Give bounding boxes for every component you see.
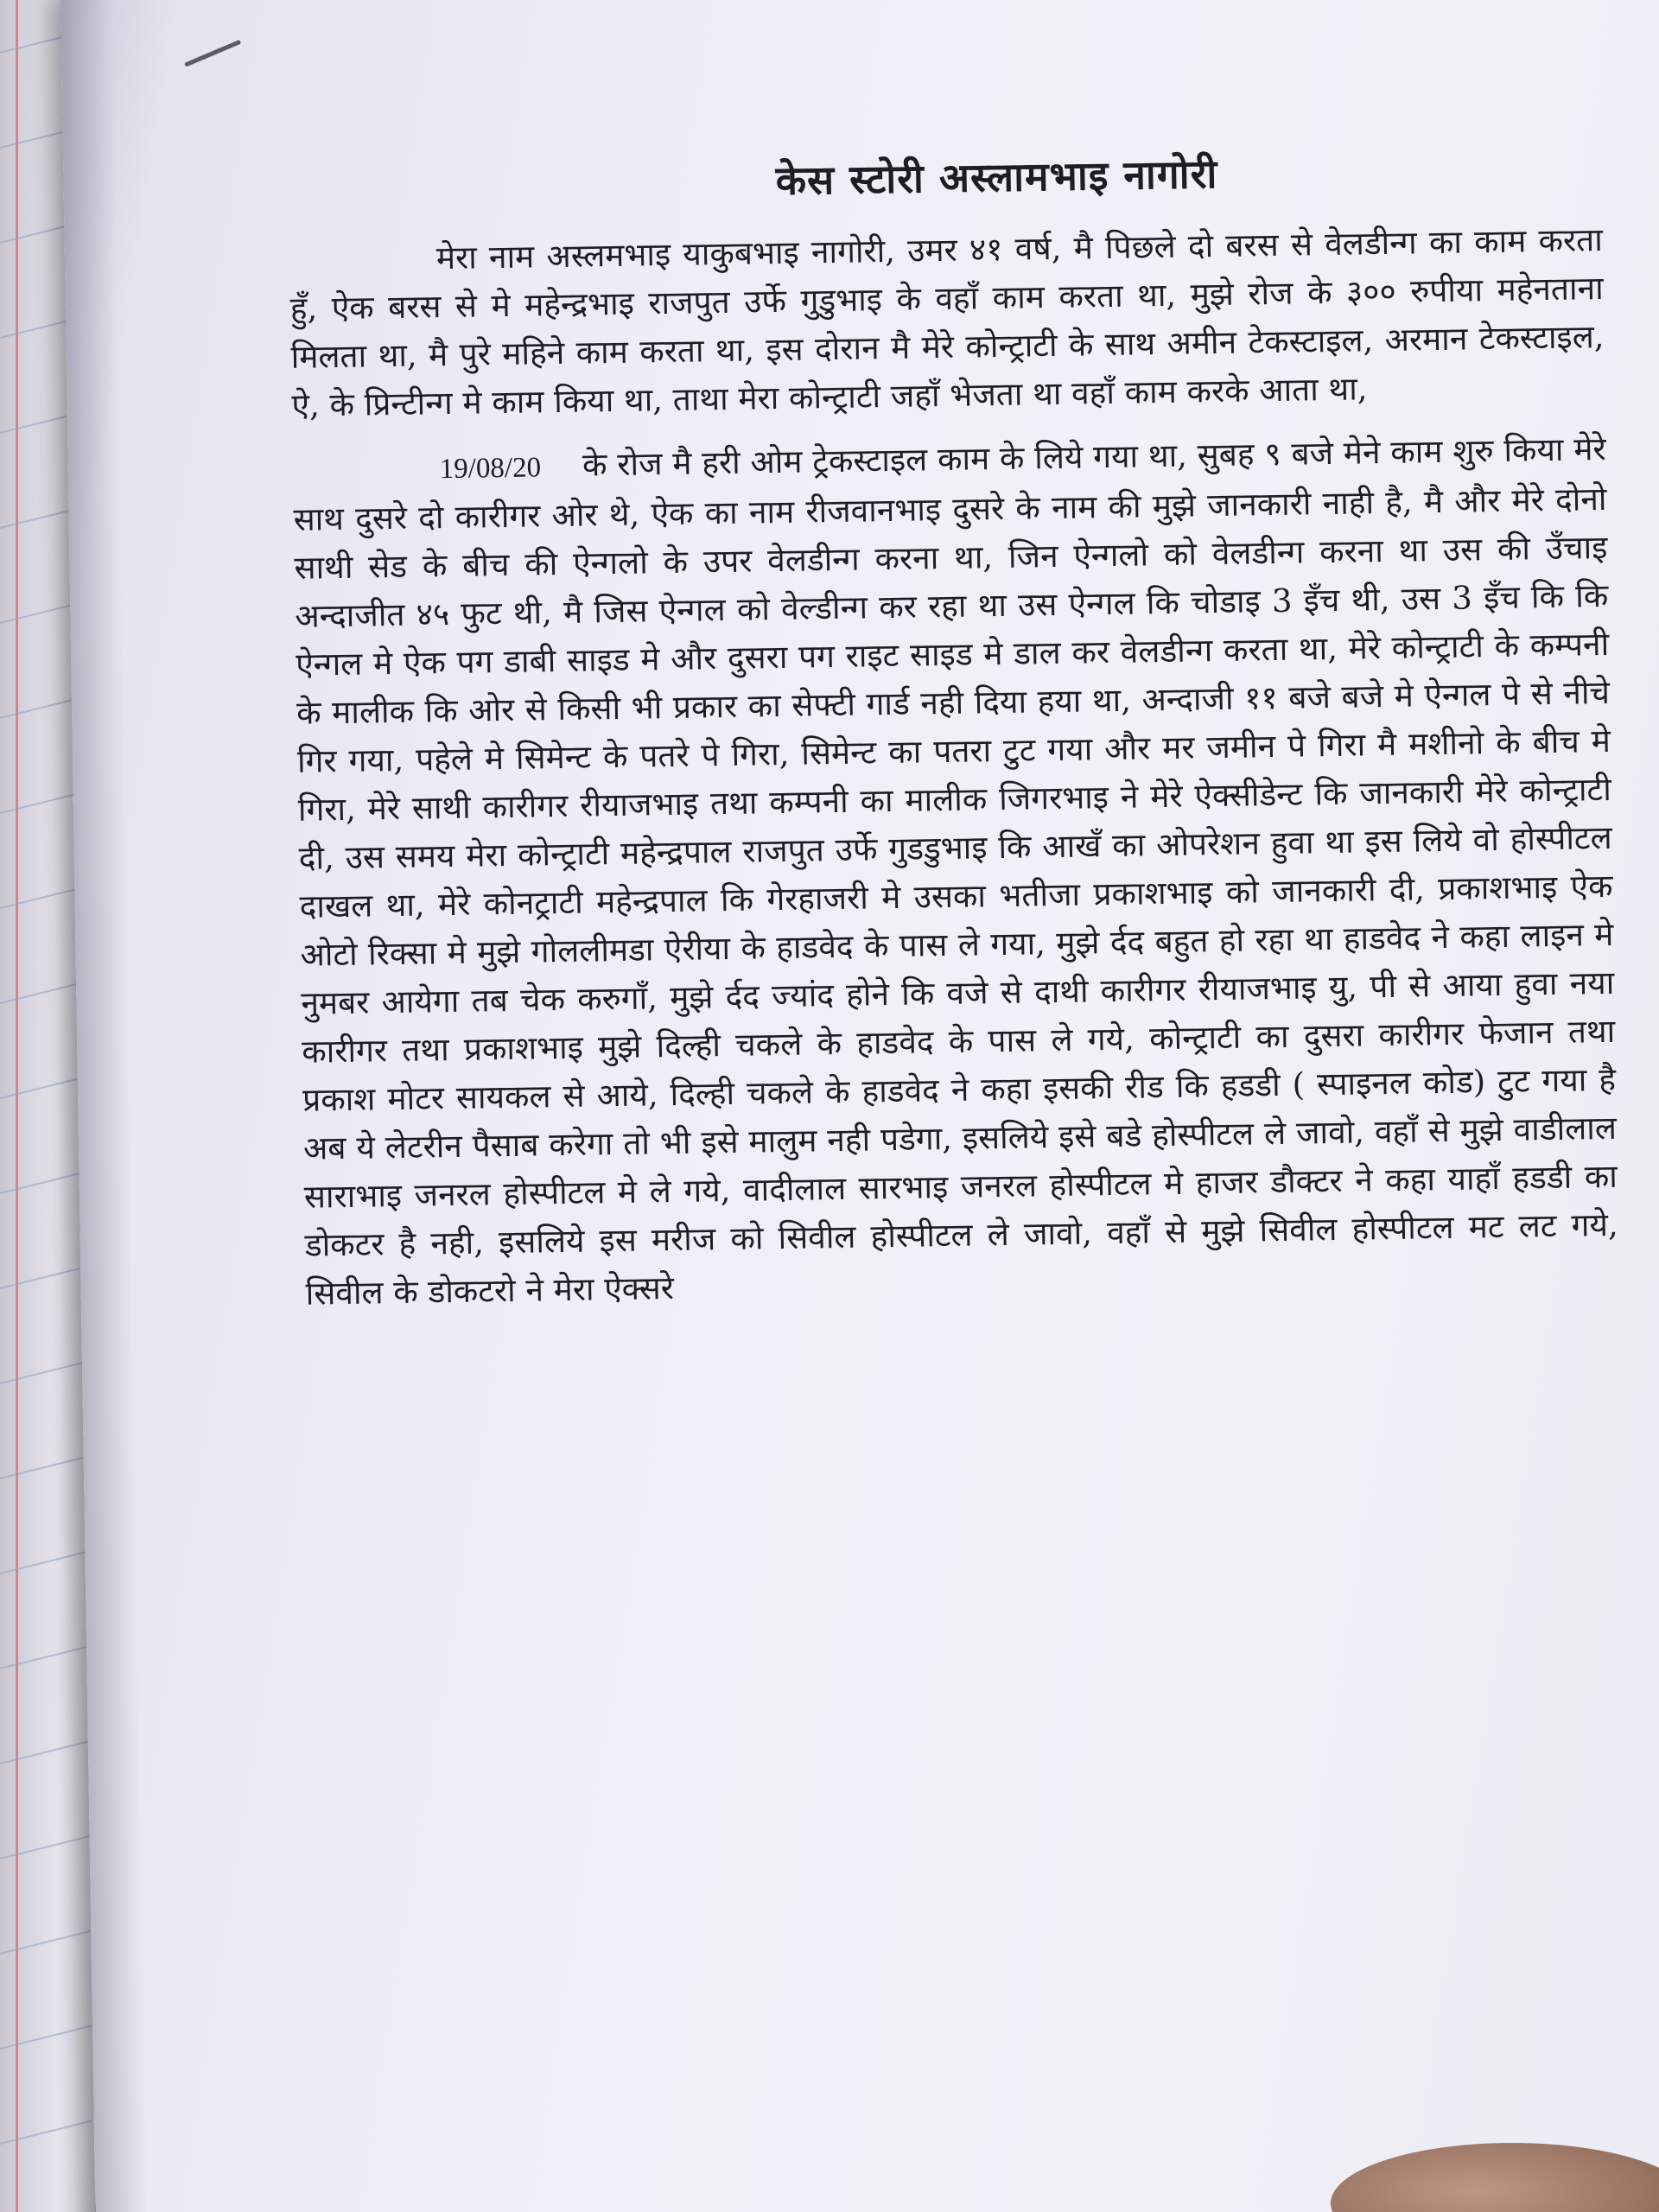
document-title: केस स्टोरी अस्लामभाइ नागोरी	[775, 149, 1218, 205]
notebook-rule	[0, 1739, 92, 1764]
notebook-rule	[0, 2024, 92, 2050]
notebook-rule	[0, 1834, 92, 1859]
paragraph-incident-text: के रोज मै हरी ओम ट्रेकस्टाइल काम के लिये गया था, सुबह ९ बजे मेने काम शुरु किया मेरे साथ दुसरे दो कारीगर ओर थे, ऐक का नाम रीजवानभाइ दुसरे के नाम की मुझे जानकारी नाही है, मै और मेरे दोनो साथी सेड के बीच की ऐन्गलो के उपर वेलडीन्ग करना था, जिन ऐन्गलो को वेलडीन्ग करना था उस की उँचाइ अन्दाजीत ४५ फुट थी, मै जिस ऐन्गल को वेल्डीन्ग कर रहा था उस ऐन्गल कि चोडाइ 3 इँच थी, उस 3 इँच कि कि ऐन्गल मे ऐक पग डाबी साइड मे और दुसरा पग राइट साइड मे डाल कर वेलडीन्ग करता था, मेरे कोन्ट्राटी के कम्पनी के मालीक कि ओर से किसी भी प्रकार का सेफ्टी गार्ड नही दिया हया था, अन्दाजी ११ बजे बजे मे ऐन्गल पे से नीचे गिर गया, पहेले मे सिमेन्ट के पतरे पे गिरा, सिमेन्ट का पतरा टुट गया और मर जमीन पे गिरा मै मशीनो के बीच मे गिरा, मेरे साथी कारीगर रीयाजभाइ तथा कम्पनी का मालीक जिगरभाइ ने मेरे ऐक्सीडेन्ट कि जानकारी मेरे कोन्ट्राटी दी, उस समय मेरा कोन्ट्राटी महेन्द्रपाल राजपुत उर्फे गुडडुभाइ कि आखँ का ओपरेशन हुवा था इस लिये वो होस्पीटल दाखल था, मेरे कोनट्राटी महेन्द्रपाल कि गेरहाजरी मे उसका भतीजा प्रकाशभाइ को जानकारी दी, प्रकाशभाइ ऐक ओटो रिक्सा मे मुझे गोललीमडा ऐरीया के हाडवेद के पास ले गया, मुझे र्दद बहुत हो रहा था हाडवेद ने कहा लाइन मे नुमबर आयेगा तब चेक करुगाँ, मुझे र्दद ज्यांद होने कि वजे से दाथी कारीगर रीयाजभाइ यु, पी से आया हुवा नया कारीगर तथा प्रकाशभाइ मुझे दिल्ही चकले के हाडवेद के पास ले गये, कोन्ट्राटी का दुसरा कारीगर फेजान तथा प्रकाश मोटर सायकल से आये, दिल्ही चकले के हाडवेद ने कहा इसकी रीड कि हडडी ( स्पाइनल कोड) टुट गया है अब ये लेटरीन पैसाब करेगा तो भी इसे मालुम नही पडेगा, इसलिये इसे बडे होस्पीटल ले जावो, वहाँ से मुझे वाडीलाल साराभाइ जनरल होस्पीटल मे ले गये, वादीलाल सारभाइ जनरल होस्पीटल मे हाजर डौक्टर ने कहा याहाँ हडडी का डोकटर है नही, इसलिये इस मरीज को सिवील होस्पीटल ले जावो, वहाँ से मुझे सिवील होस्पीटल मट लट गये, सिवील के डोकटरो ने मेरा ऐक्सरे	[293, 429, 1618, 1313]
incident-date: 19/08/20	[439, 452, 542, 486]
paper-sheet	[60, 0, 1659, 2212]
notebook-rule	[0, 1929, 92, 1955]
paragraph-incident	[292, 425, 1619, 1319]
notebook-rule	[0, 1359, 92, 1384]
notebook-rule	[0, 1264, 92, 1289]
paragraph-intro: मेरा नाम अस्लमभाइ याकुबभाइ नागोरी, उमर ४१ वर्ष, मै पिछले दो बरस से वेलडीन्ग का काम करता हुँ, ऐक बरस से मे महेन्द्रभाइ राजपुत उर्फे गुडुभाइ के वहाँ काम करता था, मुझे रोज के ३०० रुपीया महेनताना मिलता था, मै पुरे महिने काम करता था, इस दोरान मै मेरे कोन्ट्राटी के साथ अमीन टेकस्टाइल, अरमान टेकस्टाइल, ऐ, के प्रिन्टीन्ग मे काम किया था, ताथा मेरा कोन्ट्राटी जहाँ भेजता था वहाँ काम करके आता था,	[289, 221, 1605, 424]
pen-mark	[184, 40, 241, 67]
notebook-rule	[0, 1644, 92, 1669]
notebook-rule	[0, 2120, 92, 2145]
notebook-rule	[0, 1454, 92, 1479]
case-story-document	[288, 140, 1619, 1319]
notebook-rule	[0, 1549, 92, 1574]
